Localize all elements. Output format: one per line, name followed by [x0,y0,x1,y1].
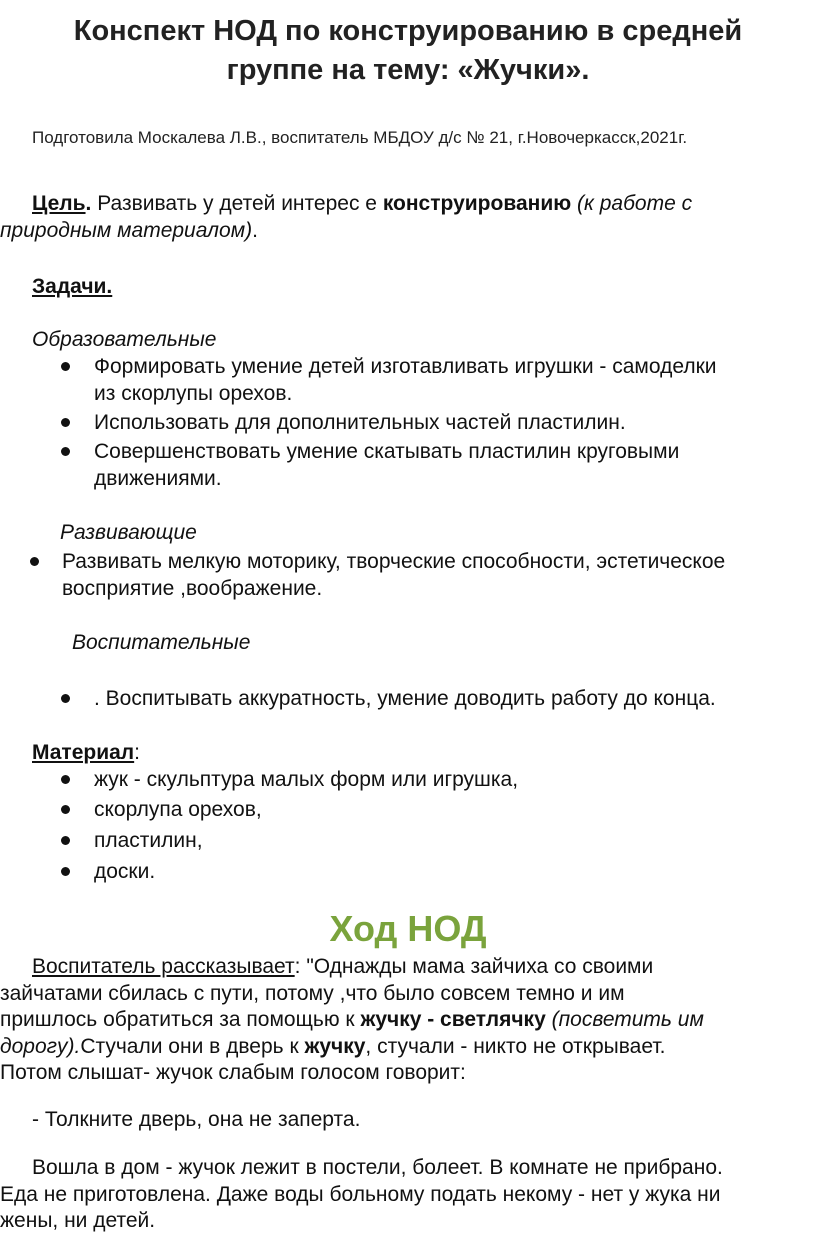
list-item-cont: из скорлупы орехов. [94,382,293,405]
story-p3-line-2: Еда не приготовлена. Даже воды больному подать некому - нет у жука ни [0,1183,721,1206]
story-line-4: дорогу).Стучали они в дверь к жучку, стучали - никто не открывает. [0,1035,666,1058]
bullet-icon [61,867,70,876]
material-label: Материал [32,741,135,764]
list-item: Формировать умение детей изготавливать игрушки - самоделки [94,355,717,378]
section-heading: Ход НОД [329,908,487,949]
story-quote: - Толкните дверь, она не заперта. [32,1108,361,1131]
bullet-icon [61,694,70,703]
bullet-icon [61,447,70,456]
goal-line-1: Цель. Развивать у детей интерес е конструированию (к работе с [32,192,693,215]
list-item: Использовать для дополнительных частей пластилин. [94,411,626,434]
tasks-label: Задачи. [32,275,113,298]
title-line-2: группе на тему: «Жучки». [226,54,590,86]
list-item: . Воспитывать аккуратность, умение доводить работу до конца. [94,687,716,710]
list-item-cont: восприятие ,воображение. [62,577,323,600]
goal-label: Цель [32,192,86,215]
bullet-icon [61,418,70,427]
developing-title: Развивающие [60,521,197,544]
story-p3-line-3: жены, ни детей. [0,1209,156,1232]
list-item: жук - скульптура малых форм или игрушка, [94,768,519,791]
bullet-icon [30,557,39,566]
list-item: доски. [94,860,156,883]
bullet-icon [61,805,70,814]
list-item: Совершенствовать умение скатывать пластилин круговыми [94,440,680,463]
story-p3-line-1: Вошла в дом - жучок лежит в постели, болеет. В комнате не прибрано. [32,1156,723,1179]
upbringing-title: Воспитательные [72,631,251,654]
document-title [0,12,816,90]
goal-keyword: конструированию [382,192,572,215]
story-line-3: пришлось обратиться за помощью к жучку - светлячку (посветить им [0,1008,704,1031]
title-line-1: Конспект НОД по конструированию в средней [73,15,743,47]
bullet-icon [61,836,70,845]
bullet-icon [61,775,70,784]
list-item: пластилин, [94,829,203,852]
list-item: Развивать мелкую моторику, творческие способности, эстетическое [62,550,726,573]
bullet-icon [61,362,70,371]
author-line: Подготовила Москалева Л.В., воспитатель МБДОУ д/с № 21, г.Новочеркасск,2021г. [32,128,688,147]
educational-title: Образовательные [32,328,217,351]
goal-line-2: природным материалом). [0,219,258,242]
story-line-2: зайчатами сбилась с пути, потому ,что было совсем темно и им [0,982,625,1005]
story-line-5: Потом слышат- жучок слабым голосом говорит: [0,1061,466,1084]
story-line-1: Воспитатель рассказывает: "Однажды мама зайчиха со своими [32,955,654,978]
list-item-cont: движениями. [94,467,222,490]
material-heading: Материал: [32,741,140,764]
list-item: скорлупа орехов, [94,798,262,821]
story-lead: Воспитатель рассказывает [32,955,295,978]
